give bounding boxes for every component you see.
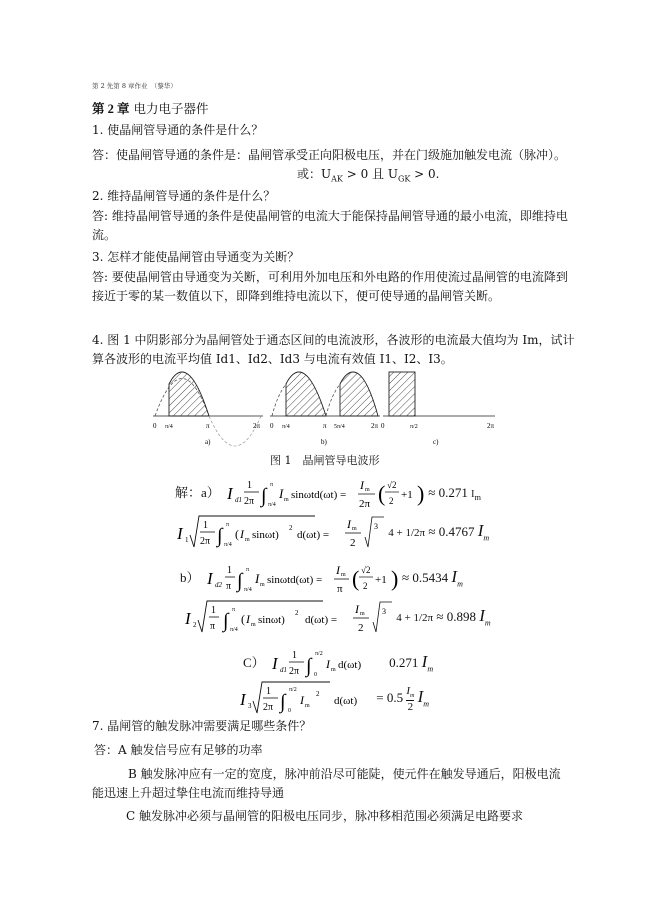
q1-condition: [297, 165, 439, 188]
svg-text:2π: 2π: [359, 498, 371, 510]
svg-text:π/4: π/4: [268, 502, 276, 508]
result-i2-unit: $I_m$: [479, 605, 491, 628]
svg-text:I: I: [271, 654, 278, 673]
svg-text:2: 2: [350, 537, 356, 549]
tick-c-pi2: π/2: [410, 424, 418, 430]
formula-id1: [175, 476, 481, 512]
svg-text:(: (: [351, 566, 360, 591]
q3-answer: 答: 要使晶闸管由导通变为关断，可利用外加电压和外电路的作用使流过晶闸管的电流降到接近于零的某一数值以下，即降到维持电流以下，便可使导通的晶闸管关断。: [92, 270, 568, 303]
q2-answer: 答: 维持晶闸管导通的条件是使晶闸管的电流大于能保持晶闸管导通的最小电流，即维持电流。: [92, 209, 568, 242]
formula-i3: [238, 679, 429, 719]
svg-text:(: (: [235, 527, 239, 541]
svg-text:I: I: [177, 524, 183, 543]
svg-text:sinωtd(ωt) =: sinωtd(ωt) =: [266, 574, 322, 586]
q1-cond-part1: 或：U: [297, 167, 332, 181]
svg-text:2: 2: [389, 496, 394, 506]
svg-text:√2: √2: [387, 480, 397, 490]
waveform-c: [381, 372, 495, 446]
svg-text:1: 1: [211, 605, 216, 616]
result-id1: ≈ 0.271: [428, 484, 468, 500]
tick-a-pi4: π/4: [165, 424, 173, 430]
svg-text:2π: 2π: [244, 496, 255, 507]
svg-text:2π: 2π: [288, 666, 299, 677]
svg-text:I: I: [347, 517, 351, 531]
q1-cond-part3: > 0.: [410, 167, 440, 181]
svg-text:I: I: [360, 478, 365, 492]
formula-id2-expr: [203, 561, 399, 597]
chapter-heading: [92, 99, 209, 117]
svg-text:I: I: [335, 563, 340, 577]
svg-text:∫: ∫: [217, 525, 223, 547]
tick-a-0: 0: [153, 422, 157, 430]
svg-text:0: 0: [313, 672, 317, 678]
svg-text:2: 2: [358, 622, 364, 634]
q4-line1: 4. 图 1 中阴影部分为晶闸管处于通态区间的电流波形，各波形的电流最大值均为 Im，试计: [92, 333, 575, 347]
svg-text:2: 2: [295, 609, 299, 617]
result-id1-unit: $I_m$: [471, 488, 481, 502]
svg-text:m: m: [245, 537, 250, 543]
result-id3: 0.271: [389, 654, 419, 670]
svg-text:m: m: [360, 611, 365, 617]
q7-answer-c: C 触发脉冲必须与晶闸管的阳极电压同步，脉冲移相范围必须满足电路要求: [126, 809, 523, 823]
svg-text:1: 1: [291, 650, 297, 661]
svg-text:∫: ∫: [280, 691, 286, 713]
svg-text:I: I: [279, 486, 284, 501]
svg-text:∫: ∫: [305, 655, 312, 677]
svg-text:m: m: [259, 582, 265, 588]
svg-text:): ): [390, 566, 399, 591]
svg-text:1: 1: [226, 565, 232, 576]
label-c: c): [433, 438, 439, 446]
svg-text:π/4: π/4: [224, 542, 232, 548]
label-b: b): [321, 438, 327, 446]
q1-question: 1. 使晶闸管导通的条件是什么？: [92, 123, 264, 137]
svg-text:sinωt): sinωt): [258, 614, 285, 626]
label-a: a): [205, 438, 211, 446]
svg-text:m: m: [251, 622, 256, 628]
result-i2: ≈ 0.898: [436, 608, 476, 624]
svg-text:1: 1: [247, 480, 253, 491]
svg-text:I: I: [240, 690, 246, 709]
q1-cond-sub2: GK: [397, 174, 411, 184]
tick-b-pi4: π/4: [282, 424, 290, 430]
i2-rest: 4 + 1/2π: [396, 611, 434, 624]
svg-text:π: π: [270, 482, 274, 488]
formula-i1-expr: [175, 513, 385, 553]
svg-text:m: m: [330, 667, 336, 673]
svg-text:m: m: [352, 526, 357, 532]
figure-caption: 图 1 晶闸管导电波形: [270, 454, 380, 467]
svg-text:+1: +1: [374, 574, 387, 586]
q7-answer-a: 答：A 触发信号应有足够的功率: [94, 743, 263, 757]
tick-b-pi: π: [323, 422, 327, 430]
formula-i2: [183, 598, 491, 638]
chapter-title: 电力电子器件: [133, 101, 209, 116]
svg-text:1: 1: [266, 686, 271, 697]
svg-text:π: π: [245, 567, 249, 573]
svg-text:d(ωt) =: d(ωt) =: [297, 529, 330, 541]
page-header: 第 2 先第 8 章作业 （黎华）: [92, 82, 177, 90]
formula-i2-expr: [183, 598, 393, 638]
svg-text:sinωtd(ωt) =: sinωtd(ωt) =: [291, 489, 347, 501]
result-i3: = 0.5: [376, 689, 404, 705]
formula-id2: [180, 561, 463, 597]
svg-text:d(ωt): d(ωt): [334, 695, 358, 707]
svg-text:1: 1: [203, 520, 208, 531]
svg-text:π/4: π/4: [243, 587, 252, 593]
tick-b-5pi4: 5π/4: [334, 424, 345, 430]
solution-prefix-c: C）: [243, 654, 265, 670]
q1-answer: 答：使晶闸管导通的条件是：晶闸管承受正向阳极电压，并在门级施加触发电流（脉冲）。: [92, 148, 567, 162]
svg-text:π: π: [232, 607, 236, 613]
tick-b-0: 0: [270, 422, 274, 430]
svg-text:π/4: π/4: [230, 627, 238, 633]
svg-text:1: 1: [185, 536, 189, 544]
solution-prefix-a: 解：a）: [175, 484, 220, 500]
formula-id3: [243, 646, 433, 682]
svg-text:m: m: [365, 487, 370, 493]
svg-text:(: (: [241, 612, 245, 626]
svg-text:π: π: [336, 583, 343, 595]
svg-text:I: I: [355, 602, 359, 616]
tick-c-0: 0: [381, 422, 385, 430]
q1-cond-sub1: AK: [331, 174, 343, 184]
result-id2-unit: $I_m$: [451, 566, 463, 589]
q2-question: 2. 维持晶闸管导通的条件是什么？: [92, 189, 276, 203]
svg-text:+1: +1: [401, 489, 413, 501]
svg-text:2: 2: [289, 524, 293, 532]
svg-text:3: 3: [248, 702, 252, 710]
result-i3-unit: $I_m$: [417, 686, 430, 709]
svg-text:3: 3: [374, 522, 378, 531]
formula-i1: [175, 513, 489, 553]
svg-text:π: π: [226, 522, 230, 528]
svg-text:d1: d1: [279, 666, 287, 674]
result-i3-frac: $\frac{I_m}{2}$: [406, 685, 415, 713]
svg-text:2: 2: [316, 690, 320, 698]
svg-text:d(ωt) =: d(ωt) =: [305, 614, 338, 626]
formula-id1-expr: [223, 476, 425, 512]
svg-text:2π: 2π: [200, 536, 211, 547]
q7-answer-b: B 触发脉冲应有一定的宽度，脉冲前沿尽可能陡，使元件在触发导通后，阳极电流能迅速上升超过挚住电流而维持导通: [92, 767, 561, 800]
svg-text:I: I: [246, 612, 250, 626]
result-i1: ≈ 0.4767: [428, 523, 475, 539]
svg-text:d(ωt): d(ωt): [337, 659, 362, 671]
waveform-b: [270, 372, 380, 446]
i1-rest: 4 + 1/2π: [388, 526, 426, 539]
chapter-number: 第 2 章: [92, 102, 130, 116]
tick-a-2pi: 2π: [253, 422, 261, 430]
svg-text:2: 2: [362, 581, 368, 591]
svg-text:I: I: [185, 609, 191, 628]
svg-text:d2: d2: [214, 581, 222, 589]
svg-text:I: I: [227, 484, 233, 503]
svg-text:I: I: [206, 569, 213, 588]
svg-text:√2: √2: [360, 565, 371, 575]
svg-text:I: I: [254, 571, 260, 586]
svg-text:π: π: [225, 581, 231, 592]
svg-text:3: 3: [382, 607, 386, 616]
result-i1-unit: $I_m$: [477, 520, 490, 543]
q1-cond-part2: > 0 且 U: [342, 167, 398, 181]
svg-text:∫: ∫: [223, 610, 229, 632]
svg-text:π/2: π/2: [314, 651, 323, 657]
tick-c-2pi: 2π: [487, 422, 495, 430]
svg-text:m: m: [284, 497, 289, 503]
svg-text:∫: ∫: [261, 485, 267, 507]
result-id2: ≈ 0.5434: [402, 569, 449, 585]
svg-text:0: 0: [288, 708, 291, 714]
svg-text:): ): [417, 481, 425, 506]
svg-text:2π: 2π: [263, 702, 274, 713]
formula-id3-expr: [268, 646, 386, 682]
result-id3-unit: $I_m$: [421, 651, 434, 674]
tick-b-2pi: 2π: [371, 422, 379, 430]
waveform-a: [153, 372, 263, 446]
formula-i3-expr: [238, 679, 373, 719]
svg-text:m: m: [305, 703, 310, 709]
svg-text:∫: ∫: [236, 570, 243, 592]
svg-text:d1: d1: [235, 496, 243, 504]
svg-text:I: I: [325, 657, 330, 671]
svg-text:I: I: [240, 527, 244, 541]
svg-text:π/2: π/2: [289, 687, 297, 693]
tick-a-pi: π: [206, 422, 210, 430]
svg-text:2: 2: [193, 621, 197, 629]
solution-prefix-b: b）: [180, 569, 200, 585]
svg-text:(: (: [378, 481, 386, 506]
svg-text:I: I: [300, 693, 304, 707]
q4-line2: 算各波形的电流平均值 Id1、Id2、Id3 与电流有效值 I1、I2、I3。: [92, 352, 453, 366]
svg-text:sinωt): sinωt): [252, 529, 279, 541]
waveform-figure: [145, 366, 505, 448]
q7-question: 7. 晶闸管的触发脉冲需要满足哪些条件？: [92, 719, 312, 733]
q3-question: 3. 怎样才能使晶闸管由导通变为关断？: [92, 250, 300, 264]
svg-text:m: m: [340, 572, 346, 578]
svg-text:π: π: [210, 621, 216, 632]
